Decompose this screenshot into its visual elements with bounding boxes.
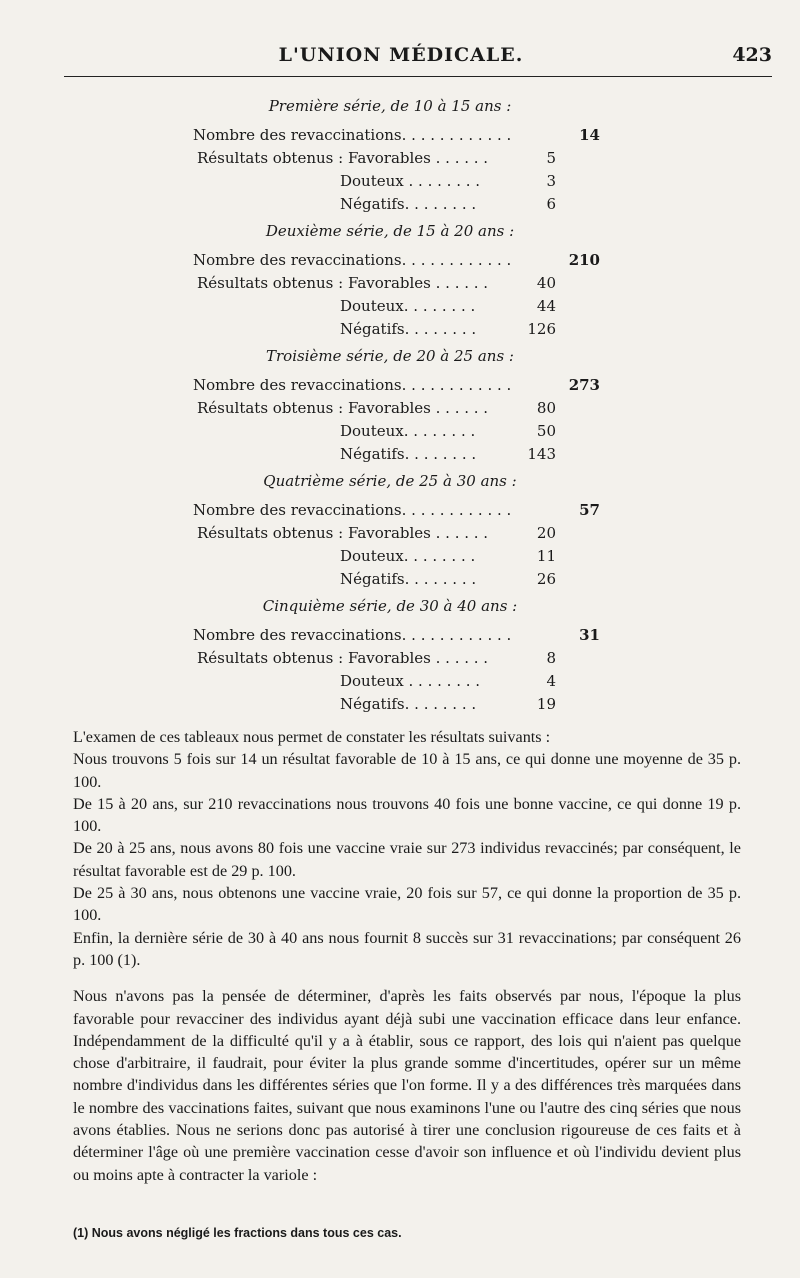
favorable-row-value: 40 bbox=[536, 274, 556, 292]
footnote: (1) Nous avons négligé les fractions dans tous ces cas. bbox=[73, 1226, 402, 1240]
paragraph: De 15 à 20 ans, sur 210 revaccinations nous trouvons 40 fois une bonne vaccine, ce qui donne 19 p. 100. bbox=[73, 794, 741, 836]
negative-row-label: Négatifs. . . . . . . . bbox=[340, 320, 477, 338]
page-number: 423 bbox=[732, 44, 772, 66]
favorable-row-label: Résultats obtenus : Favorables . . . . . . bbox=[197, 649, 489, 667]
revaccinations-row-value: 210 bbox=[568, 251, 600, 269]
favorable-row-value: 20 bbox=[536, 524, 556, 542]
doubtful-row-label: Douteux. . . . . . . . bbox=[340, 422, 476, 440]
negative-row-value: 26 bbox=[536, 570, 556, 588]
revaccinations-row-value: 57 bbox=[579, 501, 600, 519]
revaccinations-row-label: Nombre des revaccinations. . . . . . . . . . . . bbox=[193, 626, 512, 644]
favorable-row-value: 5 bbox=[546, 149, 556, 167]
paragraph: De 25 à 30 ans, nous obtenons une vaccine vraie, 20 fois sur 57, ce qui donne la proportion de 35 p. 100. bbox=[73, 884, 741, 925]
series-title: Quatrième série, de 25 à 30 ans : bbox=[263, 472, 517, 490]
revaccinations-row-label: Nombre des revaccinations. . . . . . . . . . . . bbox=[193, 126, 512, 144]
favorable-row-value: 8 bbox=[546, 649, 556, 667]
paragraph: Enfin, la dernière série de 30 à 40 ans nous fournit 8 succès sur 31 revaccinations; par conséquent 26 p. 100 (1). bbox=[73, 928, 741, 969]
favorable-row-label: Résultats obtenus : Favorables . . . . . . bbox=[197, 274, 489, 292]
doubtful-row-label: Douteux . . . . . . . . bbox=[340, 672, 481, 690]
favorable-row-value: 80 bbox=[536, 399, 556, 417]
paragraph: L'examen de ces tableaux nous permet de constater les résultats suivants : bbox=[73, 728, 551, 746]
page-header bbox=[30, 44, 772, 74]
doubtful-row-label: Douteux . . . . . . . . bbox=[340, 172, 481, 190]
negative-row-label: Négatifs. . . . . . . . bbox=[340, 695, 477, 713]
doubtful-row-label: Douteux. . . . . . . . bbox=[340, 297, 476, 315]
doubtful-row-value: 4 bbox=[546, 672, 556, 690]
revaccinations-row-value: 14 bbox=[579, 126, 600, 144]
negative-row-label: Négatifs. . . . . . . . bbox=[340, 195, 477, 213]
negative-row-label: Négatifs. . . . . . . . bbox=[340, 570, 477, 588]
doubtful-row-value: 11 bbox=[536, 547, 556, 565]
series-title: Deuxième série, de 15 à 20 ans : bbox=[265, 222, 515, 240]
favorable-row-label: Résultats obtenus : Favorables . . . . . . bbox=[197, 524, 489, 542]
paragraph: De 20 à 25 ans, nous avons 80 fois une vaccine vraie sur 273 individus revaccinés; par conséquent, le résultat favorable est de 29 p. 100. bbox=[73, 839, 741, 880]
revaccinations-row-value: 31 bbox=[579, 626, 600, 644]
paragraph: Nous trouvons 5 fois sur 14 un résultat favorable de 10 à 15 ans, ce qui donne une moyenne de 35 p. 100. bbox=[73, 750, 741, 791]
header-rule bbox=[64, 76, 772, 77]
series-title: Cinquième série, de 30 à 40 ans : bbox=[262, 597, 518, 615]
negative-row-label: Négatifs. . . . . . . . bbox=[340, 445, 477, 463]
favorable-row-label: Résultats obtenus : Favorables . . . . . . bbox=[197, 399, 489, 417]
body-text bbox=[73, 726, 741, 1186]
doubtful-row-label: Douteux. . . . . . . . bbox=[340, 547, 476, 565]
revaccinations-row-label: Nombre des revaccinations. . . . . . . . . . . . bbox=[193, 501, 512, 519]
series-title: Troisième série, de 20 à 25 ans : bbox=[266, 347, 514, 365]
running-title: L'UNION MÉDICALE. bbox=[278, 44, 524, 66]
negative-row-value: 19 bbox=[536, 695, 556, 713]
negative-row-value: 126 bbox=[527, 320, 556, 338]
paragraph: Nous n'avons pas la pensée de déterminer, d'après les faits observés par nous, l'époque la plus favorable pour revacciner des individus ayant déjà subi une vaccination efficace dans leur enfance. Indépendamment de la difficulté qu'il y a à établir, sous ce rapport, des lois qui n'aient pas quelque chose d'arbitraire, il faudrait, pour éviter la plus grande somme d'incertitudes, opérer sur un même nombre d'individus dans les différentes séries que l'on forme. Il y a des différences très marquées dans le nombre des vaccinations faites, suivant que nous examinons l'une ou l'autre des cinq séries que nous avons établies. Nous ne serions donc pas autorisé à tirer une conclusion rigoureuse de ces faits et à déterminer l'âge où une première vaccination cesse d'avoir son influence et où l'individu devient plus ou moins apte à contracter la variole : bbox=[73, 987, 741, 1184]
doubtful-row-value: 44 bbox=[536, 297, 556, 315]
doubtful-row-value: 3 bbox=[546, 172, 556, 190]
doubtful-row-value: 50 bbox=[536, 422, 556, 440]
revaccinations-row-value: 273 bbox=[568, 376, 600, 394]
favorable-row-label: Résultats obtenus : Favorables . . . . . . bbox=[197, 149, 489, 167]
revaccinations-row-label: Nombre des revaccinations. . . . . . . . . . . . bbox=[193, 251, 512, 269]
negative-row-value: 143 bbox=[527, 445, 556, 463]
series-title: Première série, de 10 à 15 ans : bbox=[268, 97, 512, 115]
revaccinations-row-label: Nombre des revaccinations. . . . . . . . . . . . bbox=[193, 376, 512, 394]
negative-row-value: 6 bbox=[546, 195, 556, 213]
